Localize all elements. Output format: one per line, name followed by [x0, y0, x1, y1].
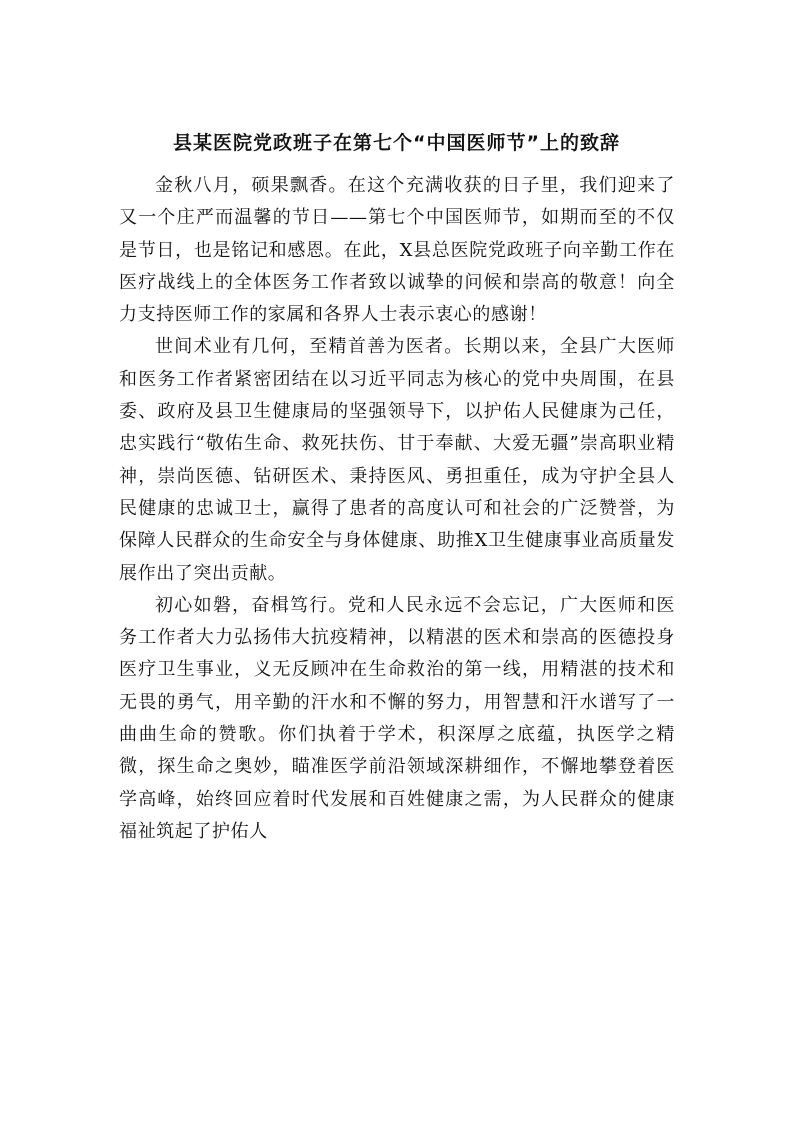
page-title: 县某医院党政班子在第七个“中国医师节”上的致辞 — [173, 132, 620, 154]
paragraph-3: 初心如磐，奋楫笃行。党和人民永远不会忘记，广大医师和医务工作者大力弘扬伟大抗疫精神，以精湛的医术和崇高的医德投身医疗卫生事业，义无反顾冲在生命救治的第一线，用精湛的技术和无畏的勇气，用辛勤的汗水和不懈的努力，用智慧和汗水谱写了一曲曲生命的赞歌。你们执着于学术，积深厚之底蕴，执医学之精微，探生命之奥妙，瞄准医学前沿领域深耕细作，不懈地攀登着医学高峰，始终回应着时代发展和百姓健康之需，为人民群众的健康福祉筑起了护佑人 — [119, 594, 675, 842]
paragraph-1: 金秋八月，硕果飘香。在这个充满收获的日子里，我们迎来了又一个庄严而温馨的节日——第七个中国医师节，如期而至的不仅是节日，也是铭记和感恩。在此，X县总医院党政班子向辛勤工作在医疗战线上的全体医务工作者致以诚挚的问候和崇高的敬意！向全力支持医师工作的家属和各界人士表示衷心的感谢！ — [119, 175, 675, 326]
paragraph-2: 世间术业有几何，至精首善为医者。长期以来，全县广大医师和医务工作者紧密团结在以习近平同志为核心的党中央周围，在县委、政府及县卫生健康局的坚强领导下，以护佑人民健康为己任，忠实践行“敬佑生命、救死扶伤、甘于奉献、大爱无疆”崇高职业精神，崇尚医德、钻研医术、秉持医风、勇担重任，成为守护全县人民健康的忠诚卫士，赢得了患者的高度认可和社会的广泛赞誉，为保障人民群众的生命安全与身体健康、助推X卫生健康事业高质量发展作出了突出贡献。 — [119, 336, 675, 584]
document-body — [119, 170, 675, 848]
